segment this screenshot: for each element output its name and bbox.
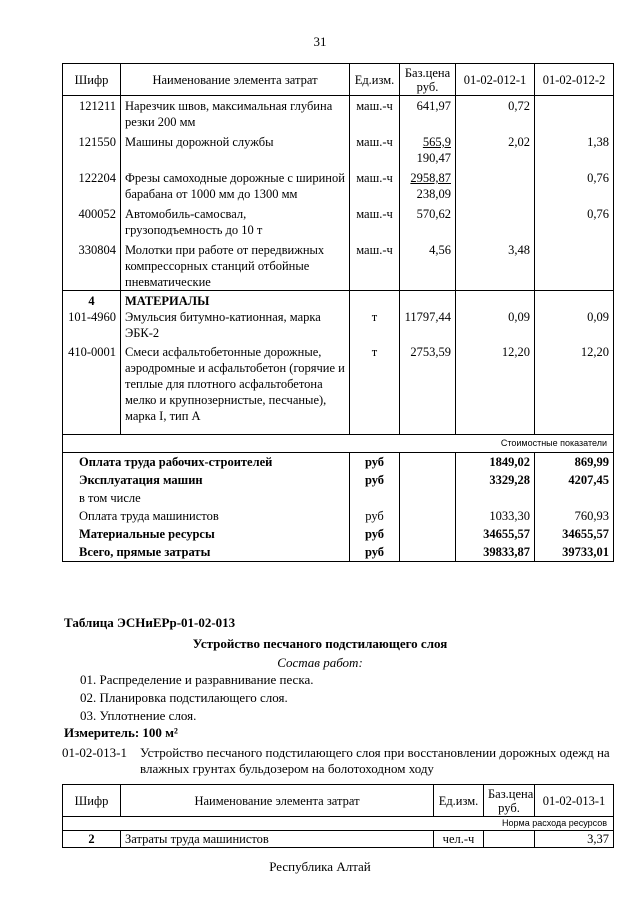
table-header-row [63, 785, 614, 817]
row-unit: маш.-ч [350, 166, 400, 202]
row-price: 2753,59 [400, 341, 456, 435]
table-header-row [63, 64, 614, 96]
work-item: 02. Планировка подстилающего слоя. [80, 690, 288, 705]
cost-row [63, 489, 614, 507]
stat-header-row [63, 435, 614, 453]
norm-row [63, 817, 614, 831]
cost-row [63, 507, 614, 525]
row-v1: 12,20 [456, 341, 535, 435]
work-item: 01. Распределение и разравнивание песка. [80, 672, 314, 687]
row-code: 101-4960 [63, 309, 121, 341]
cost-v1: 39833,87 [456, 543, 535, 562]
cost-name: Эксплуатация машин [63, 471, 350, 489]
row-v1 [456, 202, 535, 238]
section-row [63, 291, 614, 310]
cost-name: Оплата труда машинистов [63, 507, 350, 525]
works-list [80, 671, 313, 725]
header-price: Баз.цена руб. [484, 785, 535, 817]
row-price: 641,97 [400, 96, 456, 131]
section-title: МАТЕРИАЛЫ [121, 291, 350, 310]
row-code: 410-0001 [63, 341, 121, 435]
table-row [63, 130, 614, 166]
row-v1: 2,02 [456, 130, 535, 166]
cost-row [63, 543, 614, 562]
cost-v2: 4207,45 [535, 471, 614, 489]
row-unit: т [350, 341, 400, 435]
row-v1: 0,72 [456, 96, 535, 131]
cost-unit: руб [350, 471, 400, 489]
row-code: 330804 [63, 238, 121, 291]
header-code: Шифр [63, 785, 121, 817]
row-price-sub: 190,47 [416, 151, 451, 165]
cost-v2: 869,99 [535, 453, 614, 472]
cost-name: Материальные ресурсы [63, 525, 350, 543]
cost-v2: 34655,57 [535, 525, 614, 543]
work-item: 03. Уплотнение слоя. [80, 708, 197, 723]
table-title: Таблица ЭСНиЕРр-01-02-013 [64, 615, 236, 630]
table-row [63, 831, 614, 848]
header-price: Баз.цена руб. [400, 64, 456, 96]
row-unit: маш.-ч [350, 238, 400, 291]
cost-row [63, 453, 614, 472]
row-name: Затраты труда машинистов [121, 831, 434, 848]
cost-unit: руб [350, 525, 400, 543]
stat-label: Стоимостные показатели [63, 435, 614, 453]
resource-table-2 [62, 784, 614, 848]
row-code: 2 [63, 831, 121, 848]
header-name: Наименование элемента затрат [121, 64, 350, 96]
row-price: 11797,44 [400, 309, 456, 341]
norm-label: Норма расхода ресурсов [63, 817, 614, 831]
code-label: 01-02-013-1 [62, 745, 127, 760]
row-price-main: 565,9 [422, 135, 451, 149]
row-v2 [535, 96, 614, 131]
row-price [484, 831, 535, 848]
works-heading: Состав работ: [277, 655, 363, 670]
cost-name: Оплата труда рабочих-строителей [63, 453, 350, 472]
cost-v1: 1849,02 [456, 453, 535, 472]
row-name: Смеси асфальтобетонные дорожные, аэродромные и асфальтобетон (горячие и теплые для плотного асфальтобетона мелко и крупнозернистые, песчаные), марка I, тип А [121, 341, 350, 435]
row-unit: чел.-ч [434, 831, 484, 848]
section-number: 4 [63, 291, 121, 310]
row-code: 122204 [63, 166, 121, 202]
row-price [400, 130, 456, 166]
header-unit: Ед.изм. [434, 785, 484, 817]
row-v2: 0,76 [535, 202, 614, 238]
cost-v2: 39733,01 [535, 543, 614, 562]
cost-unit [350, 489, 400, 507]
page-number: 31 [313, 34, 327, 49]
row-v1: 3,48 [456, 238, 535, 291]
row-v2: 12,20 [535, 341, 614, 435]
header-col1: 01-02-013-1 [535, 785, 614, 817]
row-price: 570,62 [400, 202, 456, 238]
header-col2: 01-02-012-2 [535, 64, 614, 96]
code-text: Устройство песчаного подстилающего слоя при восстановлении дорожных одежд на влажных грунтах бульдозером на болотоходном ходу [140, 745, 610, 776]
row-price [400, 166, 456, 202]
row-unit: маш.-ч [350, 96, 400, 131]
table-row [63, 166, 614, 202]
table-row [63, 238, 614, 291]
measure-unit: Измеритель: 100 м² [64, 725, 178, 740]
row-code: 121550 [63, 130, 121, 166]
header-code: Шифр [63, 64, 121, 96]
row-v2: 1,38 [535, 130, 614, 166]
row-name: Эмульсия битумно-катионная, марка ЭБК-2 [121, 309, 350, 341]
cost-row [63, 525, 614, 543]
row-name: Молотки при работе от передвижных компрессорных станций отбойные пневматические [121, 238, 350, 291]
row-price-sub: 238,09 [416, 187, 451, 201]
table-row [63, 309, 614, 341]
row-code: 400052 [63, 202, 121, 238]
table-row [63, 96, 614, 131]
cost-unit: руб [350, 453, 400, 472]
table-row [63, 202, 614, 238]
row-name: Машины дорожной службы [121, 130, 350, 166]
cost-row [63, 471, 614, 489]
row-v1: 3,37 [535, 831, 614, 848]
row-code: 121211 [63, 96, 121, 131]
row-unit: маш.-ч [350, 202, 400, 238]
table-row [63, 341, 614, 435]
cost-v1: 3329,28 [456, 471, 535, 489]
row-v2: 0,76 [535, 166, 614, 202]
cost-v2: 760,93 [535, 507, 614, 525]
section-heading: Устройство песчаного подстилающего слоя [192, 636, 448, 651]
cost-v1 [456, 489, 535, 507]
row-name: Автомобиль-самосвал, грузоподъемность до 10 т [121, 202, 350, 238]
row-unit: т [350, 309, 400, 341]
header-unit: Ед.изм. [350, 64, 400, 96]
cost-unit: руб [350, 507, 400, 525]
row-price-main: 2958,87 [410, 171, 451, 185]
cost-v1: 34655,57 [456, 525, 535, 543]
row-v2 [535, 238, 614, 291]
footer-region: Республика Алтай [269, 859, 371, 874]
cost-v2 [535, 489, 614, 507]
resource-table [62, 63, 614, 562]
row-price: 4,56 [400, 238, 456, 291]
header-col1: 01-02-012-1 [456, 64, 535, 96]
row-unit: маш.-ч [350, 130, 400, 166]
row-name: Нарезчик швов, максимальная глубина резки 200 мм [121, 96, 350, 131]
cost-name: в том числе [63, 489, 350, 507]
row-v1: 0,09 [456, 309, 535, 341]
cost-unit: руб [350, 543, 400, 562]
cost-name: Всего, прямые затраты [63, 543, 350, 562]
row-name: Фрезы самоходные дорожные с шириной барабана от 1000 мм до 1300 мм [121, 166, 350, 202]
row-v1 [456, 166, 535, 202]
cost-v1: 1033,30 [456, 507, 535, 525]
header-name: Наименование элемента затрат [121, 785, 434, 817]
row-v2: 0,09 [535, 309, 614, 341]
